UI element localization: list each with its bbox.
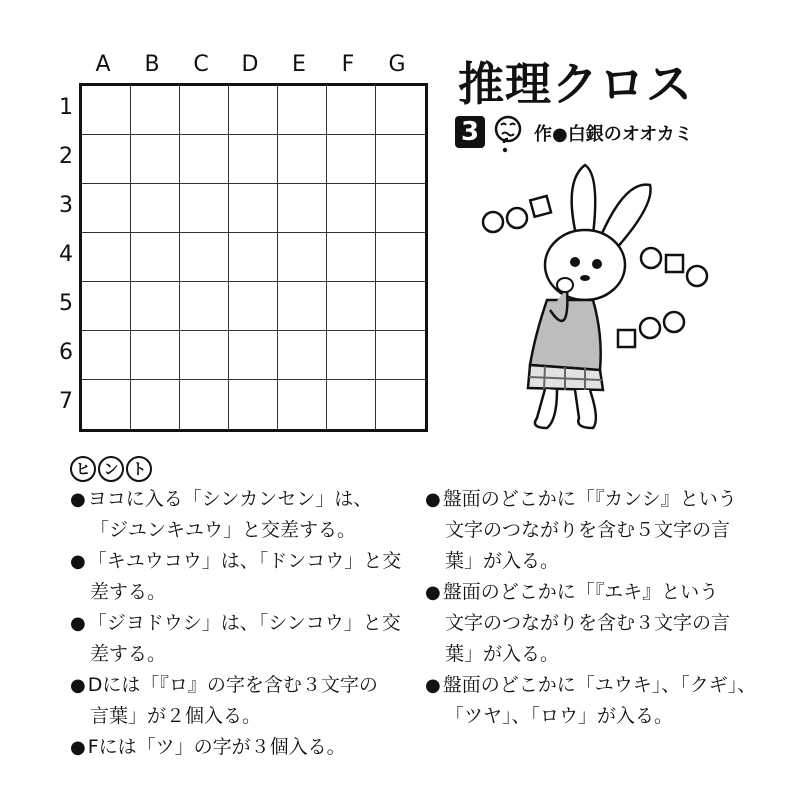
hint-text: 言葉」が２個入る。	[90, 705, 262, 727]
grid-cell-D4[interactable]	[229, 233, 278, 282]
hint-text: 「キユウコウ」は、「ドンコウ」と交	[87, 550, 402, 572]
hint-text: 盤面のどこかに「『カンシ』という	[442, 488, 737, 510]
grid-cell-B3[interactable]	[131, 184, 180, 233]
hint-item	[70, 732, 410, 763]
hint-text: 「ジユンキユウ」と交差する。	[90, 519, 357, 541]
grid-cell-B5[interactable]	[131, 282, 180, 331]
puzzle-grid	[79, 83, 428, 432]
column-label: B	[144, 52, 160, 77]
hint-text: 文字のつながりを含む３文字の言	[445, 612, 731, 634]
grid-cell-E6[interactable]	[278, 331, 327, 380]
bullet-icon: ●	[70, 675, 86, 696]
grid-cell-D1[interactable]	[229, 86, 278, 135]
grid-cell-D6[interactable]	[229, 331, 278, 380]
column-label: F	[341, 52, 355, 77]
hint-text: 「ツヤ」、「ロウ」が入る。	[445, 705, 674, 727]
grid-cell-B6[interactable]	[131, 331, 180, 380]
grid-cell-D3[interactable]	[229, 184, 278, 233]
hint-text: 差する。	[90, 643, 167, 665]
bullet-icon: ●	[70, 737, 86, 758]
grid-cell-A3[interactable]	[82, 184, 131, 233]
hint-list-right	[425, 484, 775, 732]
grid-cell-F6[interactable]	[327, 331, 376, 380]
grid-cell-B4[interactable]	[131, 233, 180, 282]
row-label: 2	[59, 144, 73, 169]
grid-cell-E5[interactable]	[278, 282, 327, 331]
grid-cell-F3[interactable]	[327, 184, 376, 233]
grid-cell-A7[interactable]	[82, 380, 131, 429]
bullet-icon: ●	[70, 489, 86, 510]
row-label: 7	[59, 389, 73, 414]
grid-cell-D7[interactable]	[229, 380, 278, 429]
hint-text: 盤面のどこかに「ユウキ」、「クギ」、	[442, 674, 757, 696]
grid-cell-A4[interactable]	[82, 233, 131, 282]
grid-cell-G7[interactable]	[376, 380, 425, 429]
hint-header-char: ト	[126, 456, 152, 482]
bullet-icon: ●	[70, 613, 86, 634]
rabbit-thinking-mascot	[475, 160, 725, 435]
hint-item	[425, 484, 775, 577]
grid-cell-C5[interactable]	[180, 282, 229, 331]
column-label: D	[241, 52, 259, 77]
hint-item	[425, 670, 775, 732]
column-label: E	[292, 52, 306, 77]
grid-cell-C6[interactable]	[180, 331, 229, 380]
grid-cell-C1[interactable]	[180, 86, 229, 135]
grid-cell-C4[interactable]	[180, 233, 229, 282]
grid-cell-C3[interactable]	[180, 184, 229, 233]
puzzle-number-badge: 3	[455, 116, 485, 148]
puzzle-title: 推理クロス	[458, 57, 693, 111]
hint-item	[70, 484, 410, 546]
grid-cell-E1[interactable]	[278, 86, 327, 135]
grid-cell-B2[interactable]	[131, 135, 180, 184]
column-label: C	[193, 52, 209, 77]
row-label: 3	[59, 193, 73, 218]
grid-cell-A5[interactable]	[82, 282, 131, 331]
hint-text: 盤面のどこかに「『エキ』という	[442, 581, 719, 603]
hint-text: Fには「ツ」の字が３個入る。	[87, 736, 346, 758]
grid-cell-E7[interactable]	[278, 380, 327, 429]
grid-cell-B7[interactable]	[131, 380, 180, 429]
hint-item	[70, 608, 410, 670]
grid-cell-A2[interactable]	[82, 135, 131, 184]
grid-cell-F1[interactable]	[327, 86, 376, 135]
bullet-icon: ●	[425, 675, 441, 696]
grid-cell-B1[interactable]	[131, 86, 180, 135]
hint-header	[70, 456, 152, 482]
bullet-icon: ●	[425, 489, 441, 510]
grid-cell-F2[interactable]	[327, 135, 376, 184]
hint-list-left	[70, 484, 410, 763]
grid-cell-C7[interactable]	[180, 380, 229, 429]
row-label: 1	[59, 95, 73, 120]
hint-header-char: ン	[98, 456, 124, 482]
grid-cell-G2[interactable]	[376, 135, 425, 184]
hint-text: 「ジヨドウシ」は、「シンコウ」と交	[87, 612, 401, 634]
row-label: 4	[59, 242, 73, 267]
author-credit: 作●白銀のオオカミ	[534, 124, 693, 145]
column-label: G	[388, 52, 406, 77]
grid-cell-C2[interactable]	[180, 135, 229, 184]
grid-cell-F7[interactable]	[327, 380, 376, 429]
confused-face-question-icon	[491, 114, 525, 154]
hint-item	[425, 577, 775, 670]
hint-text: 葉」が入る。	[445, 550, 560, 572]
grid-cell-A1[interactable]	[82, 86, 131, 135]
hint-text: 差する。	[90, 581, 167, 603]
bullet-icon: ●	[70, 551, 86, 572]
hint-item	[70, 546, 410, 608]
hint-text: 葉」が入る。	[445, 643, 560, 665]
grid-cell-E3[interactable]	[278, 184, 327, 233]
grid-cell-F4[interactable]	[327, 233, 376, 282]
grid-cell-D2[interactable]	[229, 135, 278, 184]
grid-cell-F5[interactable]	[327, 282, 376, 331]
grid-cell-A6[interactable]	[82, 331, 131, 380]
row-label: 5	[59, 291, 73, 316]
grid-cell-D5[interactable]	[229, 282, 278, 331]
column-label: A	[95, 52, 111, 77]
grid-cell-G4[interactable]	[376, 233, 425, 282]
grid-cell-G1[interactable]	[376, 86, 425, 135]
grid-cell-G5[interactable]	[376, 282, 425, 331]
grid-cell-E4[interactable]	[278, 233, 327, 282]
grid-cell-G3[interactable]	[376, 184, 425, 233]
grid-cell-E2[interactable]	[278, 135, 327, 184]
hint-text: ヨコに入る「シンカンセン」は、	[87, 488, 373, 510]
hint-header-char: ヒ	[70, 456, 96, 482]
hint-text: 文字のつながりを含む５文字の言	[445, 519, 731, 541]
hint-item	[70, 670, 410, 732]
grid-cell-G6[interactable]	[376, 331, 425, 380]
row-label: 6	[59, 340, 73, 365]
hint-text: Dには「『ロ』の字を含む３文字の	[87, 674, 378, 696]
bullet-icon: ●	[425, 582, 441, 603]
